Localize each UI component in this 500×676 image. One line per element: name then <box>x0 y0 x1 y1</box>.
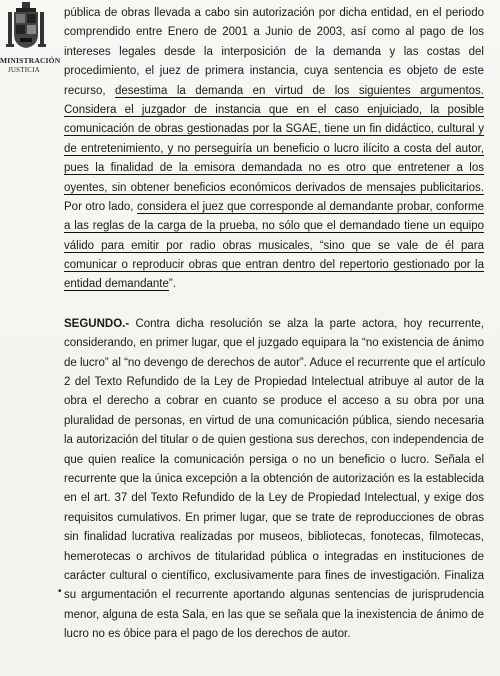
text-line: procedimiento, el juez de primera instancia, cuya sentencia es objeto de este <box>64 65 484 78</box>
text-line: requisitos cumulativos. En primer lugar, que se trate de reproducciones de obras <box>64 511 484 524</box>
text-line <box>64 101 484 120</box>
text-line: pluralidad de personas, en virtud de una comunicación pública, siendo necesaria <box>64 414 484 427</box>
text-line: recurso, desestima la demanda en virtud de los siguientes argumentos. <box>64 84 484 97</box>
text-line: entidad demandante”. <box>64 278 176 291</box>
text-line: de lucro” al “no devengo de derechos de autor”. Aduce el recurrente que el artículo <box>64 356 486 369</box>
text-line <box>64 140 484 159</box>
section-heading: SEGUNDO.- <box>64 317 130 330</box>
underlined-text: desestima la demanda en virtud de los siguientes argumentos. <box>115 84 484 97</box>
text-line: considerando, en primer lugar, que el juzgado equipara la “no existencia de ánimo <box>64 337 484 350</box>
text-line: 2 del Texto Refundido de la Ley de Propiedad Intelectual atribuye al autor de la <box>64 376 484 389</box>
underlined-text: “sino que se vale de él para <box>319 239 484 252</box>
text-line: carácter cultural o científico, exclusivamente para fines de investigación. Finaliza <box>64 569 484 582</box>
text-line: recurrente que la única excepción a la obtención de autorización es la establecida <box>64 472 484 485</box>
text-line <box>64 237 484 256</box>
underlined-text: oyentes, sin obtener beneficios económicos derivados de mensajes publicitarios. <box>64 181 484 194</box>
underlined-text: válido para emitir por radio obras musicales, <box>64 239 320 252</box>
underlined-text: Considera el juzgador de instancia que en el caso enjuiciado, la posible <box>64 103 484 116</box>
logo-label-justice: JUSTICIA <box>8 66 40 74</box>
text-line: obra el derecho a cobrar en cuanto se produce el acceso a su obra por una <box>64 395 484 408</box>
underlined-text: a las reglas de la carga de la prueba, no sólo que el demandado tiene un equipo <box>64 220 484 233</box>
underlined-text: pues la finalidad de la emisora demandada no es otro que entretener a los <box>64 162 484 175</box>
text-line: su argumentación el recurrente aportando algunas sentencias de jurisprudencia <box>64 589 484 602</box>
text-line: pública de obras llevada a cabo sin autorización por dicha entidad, en el periodo <box>64 7 484 19</box>
text-line: que quien realice la comunicación persiga o no un beneficio o lucro. Señala el <box>64 453 484 466</box>
ministry-logo <box>0 0 61 82</box>
text-line: SEGUNDO.- Contra dicha resolución se alza la parte actora, hoy recurrente, <box>64 317 484 330</box>
text-line: hemerotecas o archivos de titularidad pública o integradas en instituciones de <box>64 550 484 563</box>
text-line <box>64 120 484 139</box>
text-line <box>64 256 484 275</box>
underlined-text: de entretenimiento, y no perseguiría un beneficio o lucro ilícito a costa del autor, <box>64 142 484 155</box>
underlined-text: comunicar o reproducir obras que entran dentro del repertorio gestionado por la <box>64 259 484 272</box>
margin-bullet-mark: • <box>58 586 62 597</box>
underlined-text: considera el juez que corresponde al demandante probar, conforme <box>136 200 484 213</box>
coat-of-arms-icon <box>6 2 46 54</box>
underlined-text: comunicación de obras gestionadas por la SGAE, tiene un fin didáctico, cultural y <box>64 123 484 136</box>
text-line: comprendido entre Enero de 2001 a Junio de 2003, así como al pago de los <box>64 26 484 39</box>
text-line: la autorización del titular o de quien gestiona sus derechos, con independencia de <box>64 434 484 447</box>
text-line <box>64 179 484 198</box>
text-line: menor, alguna de esta Sala, en las que se señala que la inexistencia de ánimo de <box>64 608 484 621</box>
logo-label-ministry: MINISTRACIÓN <box>0 56 61 65</box>
text-line: sin finalidad lucrativa realizadas por museos, bibliotecas, fonotecas, filmotecas, <box>64 531 484 544</box>
text-line <box>64 159 484 178</box>
document-body <box>64 4 484 645</box>
text-line: Por otro lado, considera el juez que corresponde al demandante probar, conforme <box>64 200 484 213</box>
text-line: lucro no es óbice para el pago de los derechos de autor. <box>64 628 351 641</box>
text-line: intereses legales desde la interposición de la demanda y las costas del <box>64 45 484 58</box>
text-line: en el art. 37 del Texto Refundido de la Ley de Propiedad Intelectual, y exige dos <box>64 492 484 505</box>
underlined-text: entidad demandante <box>64 278 169 291</box>
text-line <box>64 217 484 236</box>
